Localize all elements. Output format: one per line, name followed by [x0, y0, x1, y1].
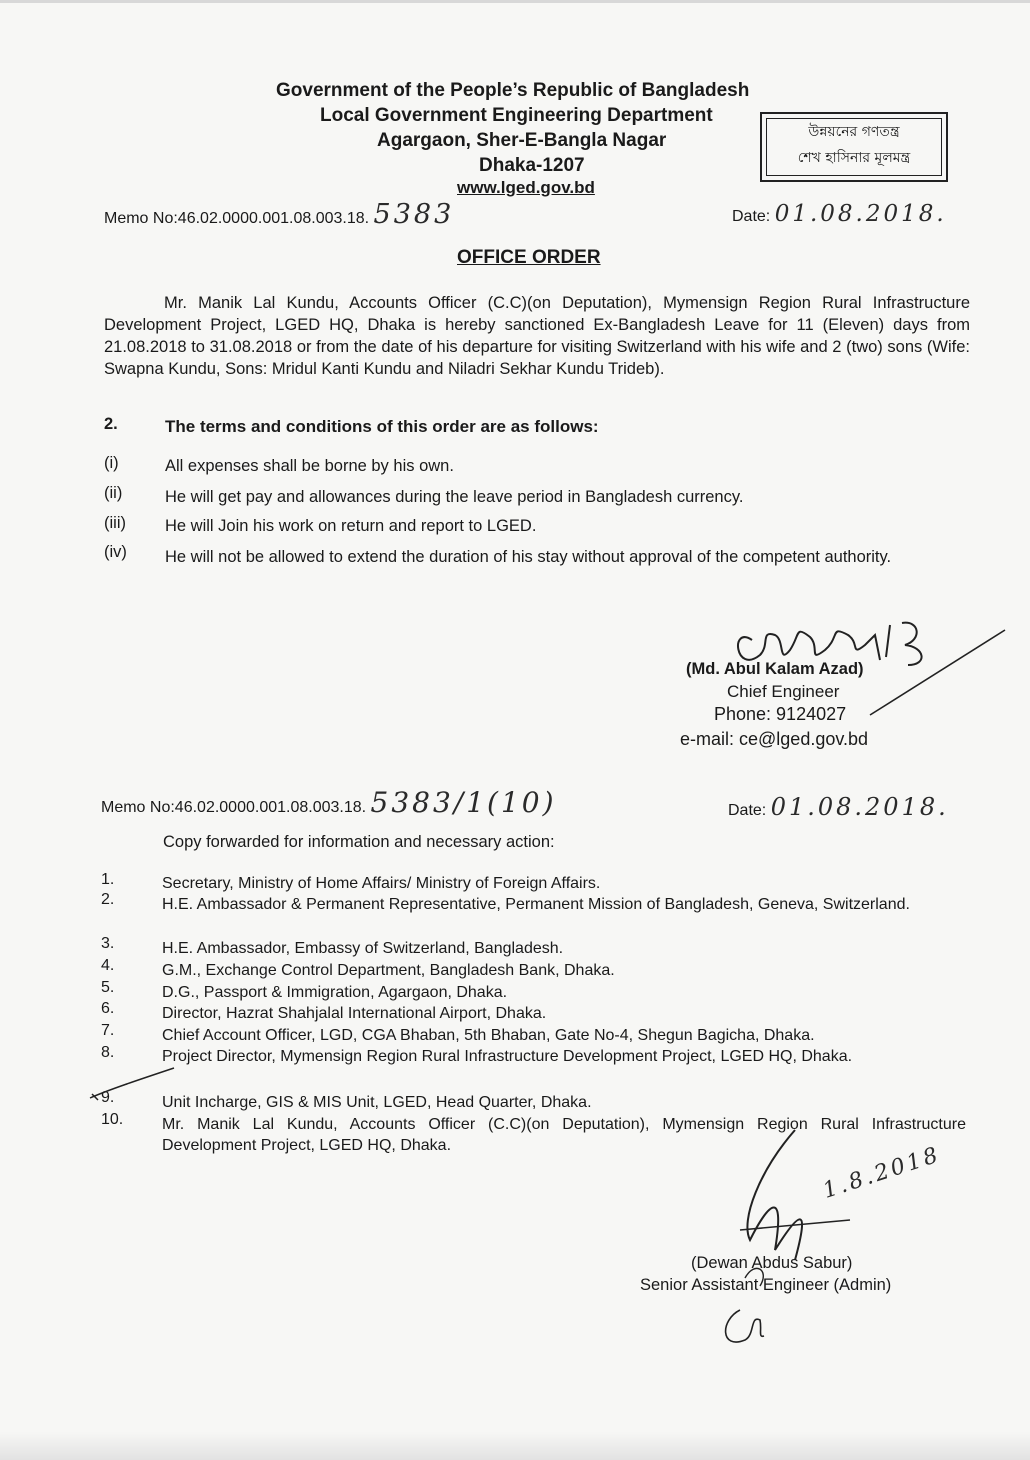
- list-item-number: 10.: [101, 1111, 124, 1128]
- list-item-number: 7.: [101, 1022, 115, 1039]
- signatory-1-designation: Chief Engineer: [727, 682, 840, 701]
- tick-mark-icon: [88, 1060, 178, 1105]
- date-label: Date:: [732, 208, 771, 225]
- handwritten-memo-no: 5383/1(10): [370, 786, 557, 819]
- list-item: Secretary, Ministry of Home Affairs/ Ministry of Foreign Affairs.: [162, 875, 601, 892]
- date-label: Date:: [728, 802, 767, 819]
- list-item: Mr. Manik Lal Kundu, Accounts Officer (C.C)(on Deputation), Mymensign Region Rural Infrastructure Development Project, LGED HQ, Dhaka.: [162, 1116, 966, 1154]
- slogan-line-2: শেখ হাসিনার মূলমন্ত্র: [797, 150, 911, 166]
- slogan-line-1: উন্নয়নের গণতন্ত্র: [808, 124, 900, 140]
- memo-date-1: [732, 201, 947, 227]
- body-paragraph: Mr. Manik Lal Kundu, Accounts Officer (C.C)(on Deputation), Mymensign Region Rural Infrastructure Development Project, LGED HQ, Dhaka is hereby sanctioned Ex-Bangladesh Leave for 11 (Eleven) days from 21.08.2018 to 31.08.2018 or from the date of his departure for visiting Switzerland with his wife and 2 (two) sons (Wife: Swapna Kundu, Sons: Mridul Kanti Kundu and Niladri Sekhar Kundu Trideb).: [104, 294, 970, 378]
- list-item-number: 2.: [101, 891, 115, 908]
- term-num: (i): [104, 454, 119, 472]
- handwritten-memo-no: 5383: [373, 199, 455, 230]
- memo-prefix: Memo No:46.02.0000.001.08.003.18.: [101, 799, 367, 816]
- list-item: Chief Account Officer, LGD, CGA Bhaban, 5th Bhaban, Gate No-4, Shegun Bagicha, Dhaka.: [162, 1027, 815, 1044]
- slogan-stamp: [760, 112, 948, 182]
- signatory-1-email[interactable]: e-mail: ce@lged.gov.bd: [680, 729, 869, 749]
- page-edge: [0, 1432, 1030, 1460]
- handwritten-date: 01.08.2018.: [774, 201, 947, 227]
- signature-senior-assistant-engineer: [700, 1110, 990, 1360]
- list-item-number: 6.: [101, 1000, 115, 1017]
- memo-number-1: [104, 199, 454, 230]
- list-item: D.G., Passport & Immigration, Agargaon, Dhaka.: [162, 984, 508, 1001]
- city-line: Dhaka-1207: [479, 155, 585, 176]
- signature-2-date: 1.8.2018: [820, 1142, 944, 1204]
- signatory-1-name: (Md. Abul Kalam Azad): [686, 660, 864, 678]
- office-order-title: OFFICE ORDER: [457, 247, 601, 268]
- term-num: (ii): [104, 484, 123, 502]
- term-num: (iv): [104, 543, 127, 561]
- terms-heading: The terms and conditions of this order are as follows:: [165, 417, 599, 436]
- memo-date-2: [728, 793, 949, 821]
- slogan-stamp-inner: [766, 118, 942, 176]
- list-item: Director, Hazrat Shahjalal International Airport, Dhaka.: [162, 1005, 547, 1022]
- address-line: Agargaon, Sher-E-Bangla Nagar: [377, 130, 667, 151]
- term-num: (iii): [104, 514, 126, 532]
- signatory-2-name: (Dewan Abdus Sabur): [691, 1254, 853, 1272]
- list-item-number: 8.: [101, 1044, 115, 1061]
- list-item-number: 9.: [101, 1089, 115, 1106]
- list-item-number: 4.: [101, 957, 115, 974]
- government-title: Government of the People’s Republic of Bangladesh: [276, 80, 750, 101]
- memo-number-2: [101, 786, 557, 819]
- list-item-number: 3.: [101, 935, 115, 952]
- terms-number: 2.: [104, 415, 118, 433]
- list-item: H.E. Ambassador, Embassy of Switzerland, Bangladesh.: [162, 940, 564, 957]
- term-text: All expenses shall be borne by his own.: [165, 457, 454, 475]
- list-item: Project Director, Mymensign Region Rural Infrastructure Development Project, LGED HQ, Dhaka.: [162, 1048, 853, 1065]
- term-text: He will Join his work on return and report to LGED.: [165, 517, 537, 535]
- term-text: He will not be allowed to extend the duration of his stay without approval of the competent authority.: [165, 548, 892, 566]
- memo-prefix: Memo No:46.02.0000.001.08.003.18.: [104, 210, 370, 227]
- list-item-number: 5.: [101, 979, 115, 996]
- list-item-number: 1.: [101, 871, 115, 888]
- list-item: H.E. Ambassador & Permanent Representative, Permanent Mission of Bangladesh, Geneva, Switzerland.: [162, 896, 910, 913]
- page-edge: [0, 0, 1030, 3]
- list-item: G.M., Exchange Control Department, Bangladesh Bank, Dhaka.: [162, 962, 615, 979]
- website-link[interactable]: www.lged.gov.bd: [457, 178, 595, 197]
- list-item: Unit Incharge, GIS & MIS Unit, LGED, Head Quarter, Dhaka.: [162, 1094, 592, 1111]
- copy-forwarded-line: Copy forwarded for information and necessary action:: [163, 833, 555, 851]
- signatory-2-designation: Senior Assistant Engineer (Admin): [640, 1276, 892, 1294]
- signatory-1-phone: Phone: 9124027: [714, 704, 847, 724]
- term-text: He will get pay and allowances during the leave period in Bangladesh currency.: [165, 488, 744, 506]
- handwritten-date: 01.08.2018.: [770, 793, 949, 821]
- department-title: Local Government Engineering Department: [320, 105, 713, 126]
